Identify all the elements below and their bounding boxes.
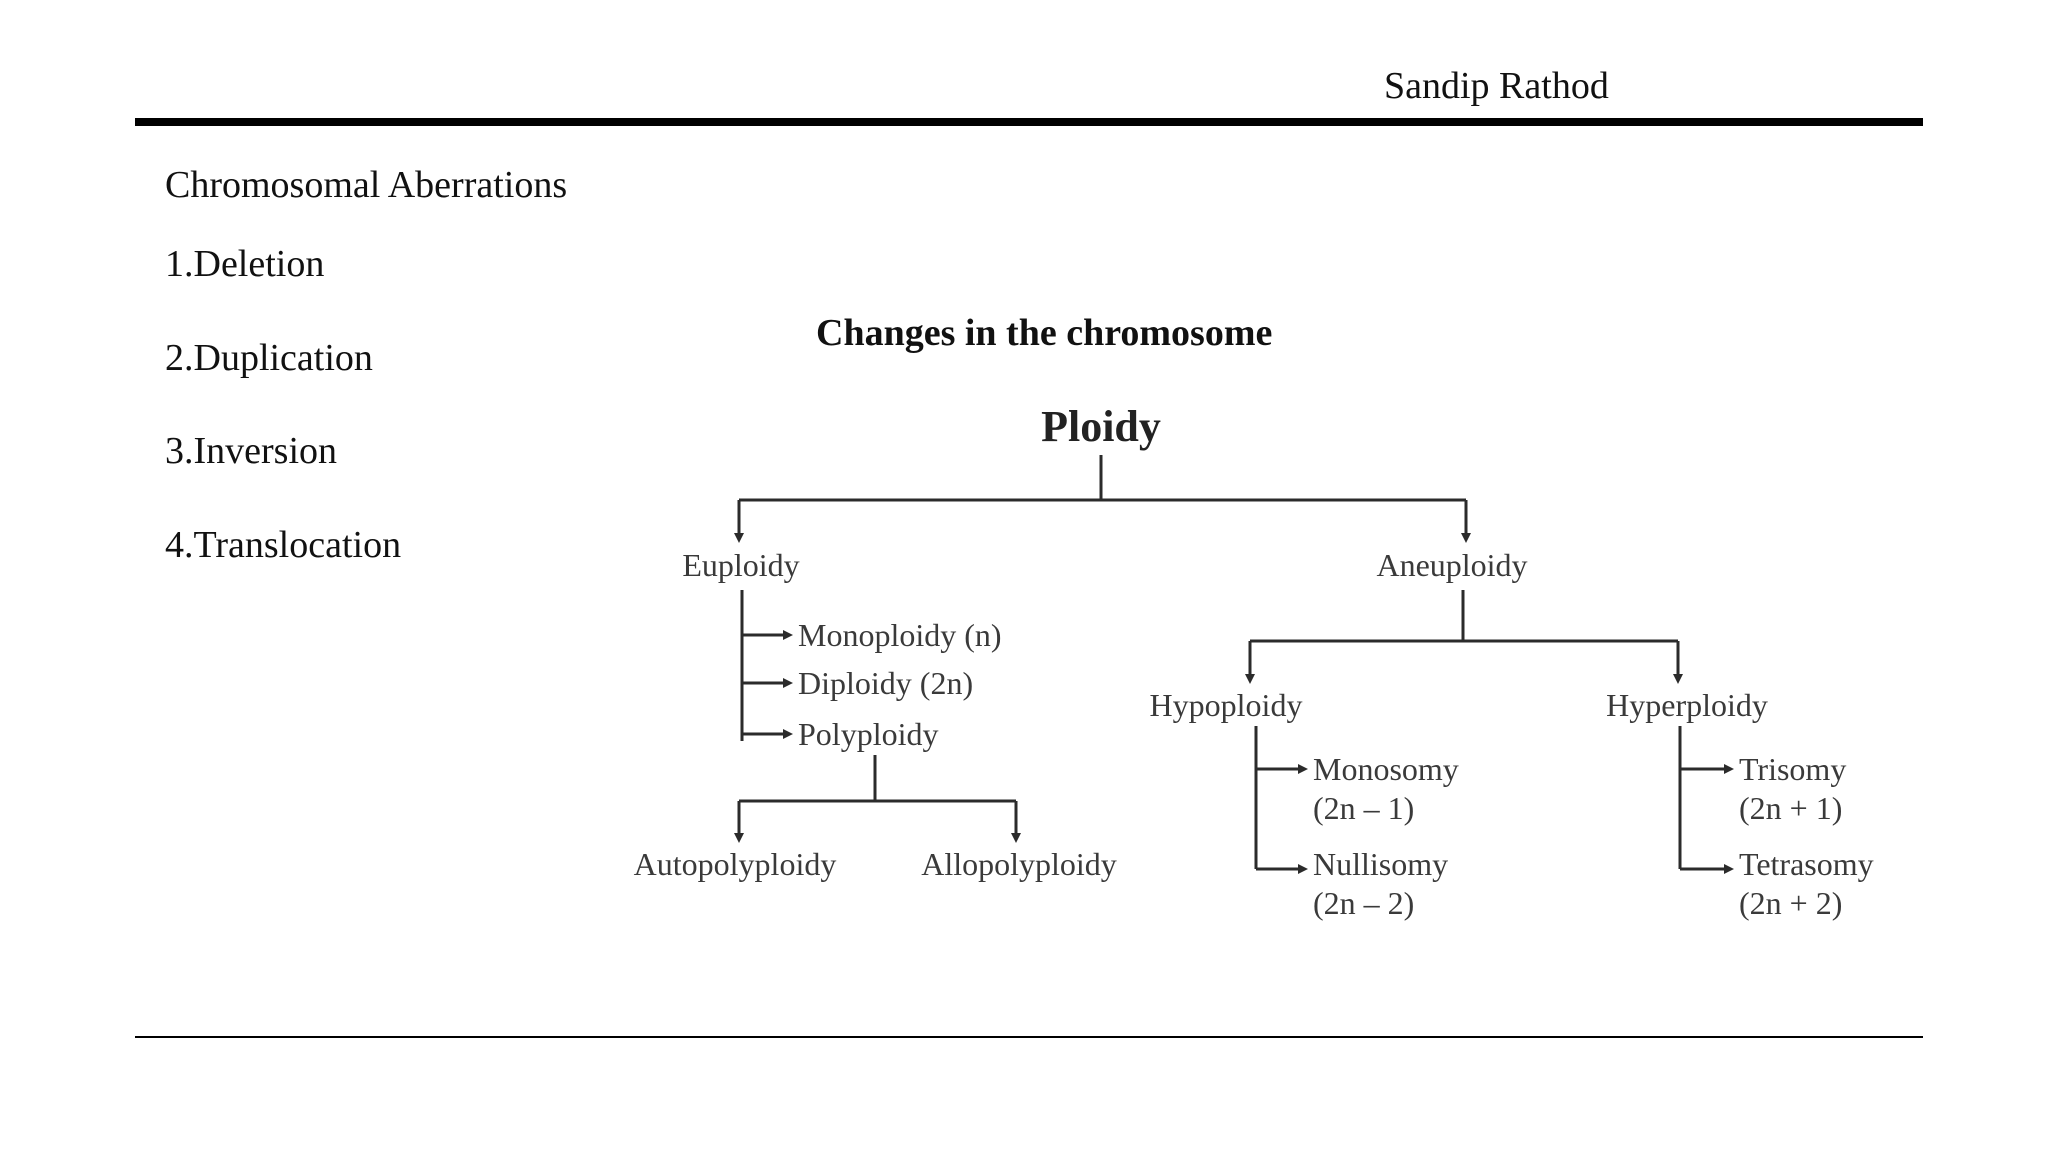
aberration-item-deletion: 1.Deletion [165,243,325,285]
node-trisomy-formula: (2n + 1) [1739,790,1843,826]
arrowhead [1011,833,1021,843]
author-name: Sandip Rathod [1384,65,1609,107]
connector-hyperploidy-children [1680,726,1724,869]
connector-aneuploidy-split [1250,590,1678,674]
node-autopolyploidy: Autopolyploidy [633,846,837,882]
arrowhead [734,533,744,543]
aberration-item-inversion: 3.Inversion [165,430,338,472]
connector-ploidy-split [739,455,1466,533]
arrowhead [1245,674,1255,684]
arrowhead [1461,533,1471,543]
arrowhead [1673,674,1683,684]
arrowhead [734,833,744,843]
connector-polyploidy-split [739,755,1016,833]
arrowhead [1298,764,1308,774]
node-monoploidy: Monoploidy (n) [798,617,1002,653]
node-polyploidy: Polyploidy [798,716,939,752]
arrowhead [783,630,793,640]
aberration-item-duplication: 2.Duplication [165,337,373,379]
arrowhead [783,678,793,688]
arrowhead [1724,764,1734,774]
node-nullisomy: Nullisomy [1313,846,1449,882]
node-hypoploidy: Hypoploidy [1149,687,1303,723]
node-tetrasomy: Tetrasomy [1739,846,1874,882]
footer-rule [135,1036,1923,1038]
arrowhead [1298,864,1308,874]
node-allopolyploidy: Allopolyploidy [921,846,1117,882]
node-tetrasomy-formula: (2n + 2) [1739,885,1843,921]
node-trisomy: Trisomy [1739,751,1847,787]
node-euploidy: Euploidy [682,547,800,583]
diagram-caption: Changes in the chromosome [816,312,1273,354]
aberration-item-translocation: 4.Translocation [165,524,402,566]
arrowhead [783,729,793,739]
node-aneuploidy: Aneuploidy [1376,547,1528,583]
node-nullisomy-formula: (2n – 2) [1313,885,1415,921]
connector-hypoploidy-children [1256,726,1298,869]
node-monosomy: Monosomy [1313,751,1459,787]
slide-heading: Chromosomal Aberrations [165,164,568,206]
node-hyperploidy: Hyperploidy [1606,687,1768,723]
node-monosomy-formula: (2n – 1) [1313,790,1415,826]
arrowhead [1724,864,1734,874]
connector-euploidy-children [742,590,783,741]
node-diploidy: Diploidy (2n) [798,665,974,701]
node-ploidy: Ploidy [1041,402,1161,451]
